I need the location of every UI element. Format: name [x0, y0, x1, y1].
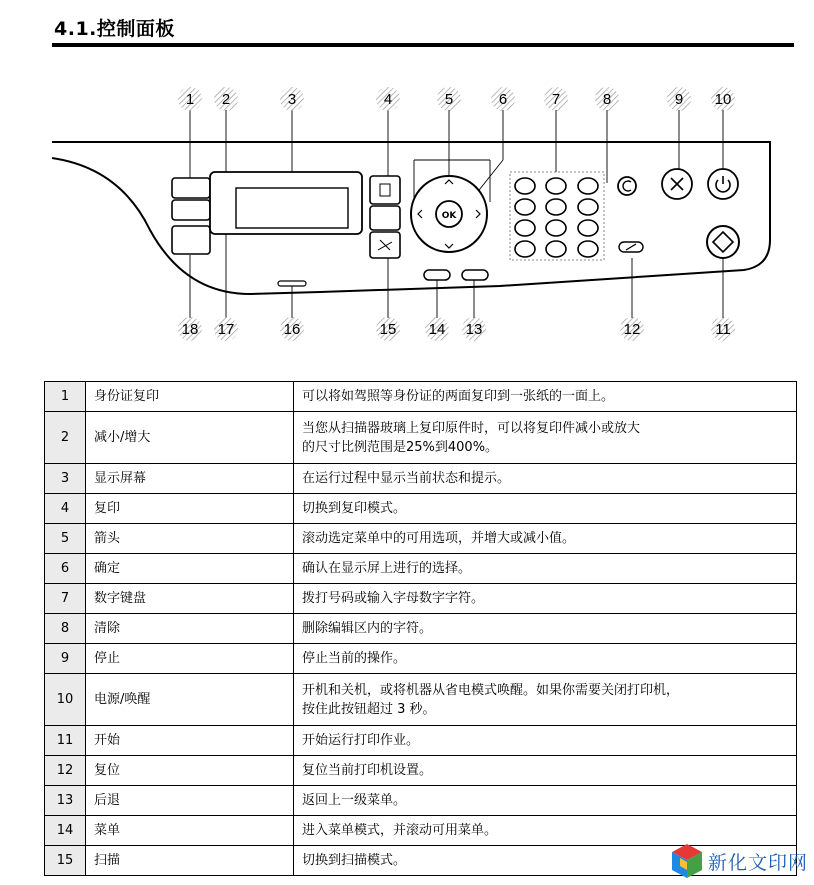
description-line: 拨打号码或输入字母数字字符。 — [302, 591, 485, 606]
callout-16: 16 — [283, 321, 301, 338]
watermark-text: 新化文印网 — [708, 852, 809, 874]
callout-9: 9 — [674, 91, 684, 108]
callout-4: 4 — [383, 91, 393, 108]
row-description — [294, 756, 797, 786]
callout-18: 18 — [181, 321, 199, 338]
row-description — [294, 524, 797, 554]
row-description — [294, 554, 797, 584]
description-line: 切换到复印模式。 — [302, 501, 407, 516]
description-line: 滚动选定菜单中的可用选项，并增大或减小值。 — [302, 531, 576, 546]
description-line: 在运行过程中显示当前状态和提示。 — [302, 471, 511, 486]
description-line: 停止当前的操作。 — [302, 651, 407, 666]
row-description — [294, 494, 797, 524]
row-number: 3 — [45, 464, 86, 494]
row-number: 8 — [45, 614, 86, 644]
table-row — [45, 554, 797, 584]
menu-button — [424, 270, 450, 280]
row-number: 15 — [45, 846, 86, 876]
row-function-name: 开始 — [86, 726, 294, 756]
section-title: 4.1.控制面板 — [54, 18, 175, 40]
row-function-name: 显示屏幕 — [86, 464, 294, 494]
row-function-name: 减小/增大 — [86, 412, 294, 464]
callout-5: 5 — [444, 91, 454, 108]
row-number: 1 — [45, 382, 86, 412]
watermark — [668, 838, 814, 885]
row-function-name: 复印 — [86, 494, 294, 524]
description-line: 按住此按钮超过 3 秒。 — [302, 701, 436, 717]
callout-14: 14 — [428, 321, 446, 338]
row-number: 14 — [45, 816, 86, 846]
row-number: 7 — [45, 584, 86, 614]
description-line: 切换到扫描模式。 — [302, 853, 407, 868]
row-function-name: 确定 — [86, 554, 294, 584]
row-description — [294, 786, 797, 816]
control-panel-diagram — [0, 80, 814, 360]
row-description — [294, 382, 797, 412]
row-function-name: 后退 — [86, 786, 294, 816]
callout-bottom-row — [178, 317, 735, 341]
watermark-logo-icon — [670, 842, 704, 882]
numeric-keypad — [515, 178, 598, 257]
control-panel-table — [44, 381, 797, 876]
reduce-enlarge-button — [172, 200, 210, 220]
row-function-name: 箭头 — [86, 524, 294, 554]
row-function-name: 清除 — [86, 614, 294, 644]
callout-6: 6 — [498, 91, 508, 108]
description-line: 当您从扫描器玻璃上复印原件时，可以将复印件减小或放大 — [302, 420, 641, 436]
row-number: 10 — [45, 674, 86, 726]
table-row — [45, 494, 797, 524]
callout-17: 17 — [217, 321, 235, 338]
row-description — [294, 412, 797, 464]
table-row — [45, 464, 797, 494]
callout-12: 12 — [623, 321, 641, 338]
row-function-name: 菜单 — [86, 816, 294, 846]
row-function-name: 身份证复印 — [86, 382, 294, 412]
row-number: 13 — [45, 786, 86, 816]
row-function-name: 数字键盘 — [86, 584, 294, 614]
status-indicator — [278, 281, 306, 286]
description-line: 的尺寸比例范围是25%到400%。 — [302, 439, 499, 455]
row-number: 5 — [45, 524, 86, 554]
table-row — [45, 614, 797, 644]
callout-7: 7 — [551, 91, 561, 108]
table-row — [45, 644, 797, 674]
description-line: 进入菜单模式，并滚动可用菜单。 — [302, 823, 498, 838]
callout-10: 10 — [714, 91, 732, 108]
row-description — [294, 584, 797, 614]
callout-2: 2 — [221, 91, 231, 108]
row-number: 11 — [45, 726, 86, 756]
copy-mid-button — [370, 206, 400, 230]
row-function-name: 复位 — [86, 756, 294, 786]
callout-8: 8 — [602, 91, 612, 108]
row-function-name: 停止 — [86, 644, 294, 674]
clear-button — [618, 177, 636, 195]
callout-top-row — [178, 87, 735, 111]
description-line: 删除编辑区内的字符。 — [302, 621, 433, 636]
row-function-name: 电源/唤醒 — [86, 674, 294, 726]
row-number: 12 — [45, 756, 86, 786]
description-line: 开机和关机，或将机器从省电模式唤醒。如果你需要关闭打印机， — [302, 682, 680, 698]
table-row — [45, 382, 797, 412]
row-number: 4 — [45, 494, 86, 524]
row-description — [294, 464, 797, 494]
back-button — [462, 270, 488, 280]
description-line: 开始运行打印作业。 — [302, 733, 420, 748]
description-line: 可以将如驾照等身份证的两面复印到一张纸的一面上。 — [302, 389, 615, 404]
row-function-name: 扫描 — [86, 846, 294, 876]
callout-11: 11 — [715, 321, 731, 338]
ok-label: OK — [441, 211, 457, 221]
title-divider — [52, 43, 794, 47]
description-line: 返回上一级菜单。 — [302, 793, 407, 808]
callout-3: 3 — [287, 91, 297, 108]
row-description — [294, 726, 797, 756]
copy-button — [370, 176, 400, 204]
left-button-lower — [172, 226, 210, 254]
row-description — [294, 674, 797, 726]
table-row — [45, 584, 797, 614]
description-line: 复位当前打印机设置。 — [302, 763, 433, 778]
description-line: 确认在显示屏上进行的选择。 — [302, 561, 472, 576]
row-number: 6 — [45, 554, 86, 584]
start-button — [707, 226, 739, 258]
row-number: 2 — [45, 412, 86, 464]
display-screen — [236, 188, 348, 228]
table-row — [45, 786, 797, 816]
row-number: 9 — [45, 644, 86, 674]
callout-1: 1 — [185, 91, 195, 108]
callout-13: 13 — [465, 321, 483, 338]
row-description — [294, 614, 797, 644]
id-copy-button — [172, 178, 210, 198]
callout-15: 15 — [379, 321, 397, 338]
table-row — [45, 674, 797, 726]
table-row — [45, 412, 797, 464]
table-row — [45, 524, 797, 554]
table-row — [45, 726, 797, 756]
row-description — [294, 644, 797, 674]
table-row — [45, 756, 797, 786]
